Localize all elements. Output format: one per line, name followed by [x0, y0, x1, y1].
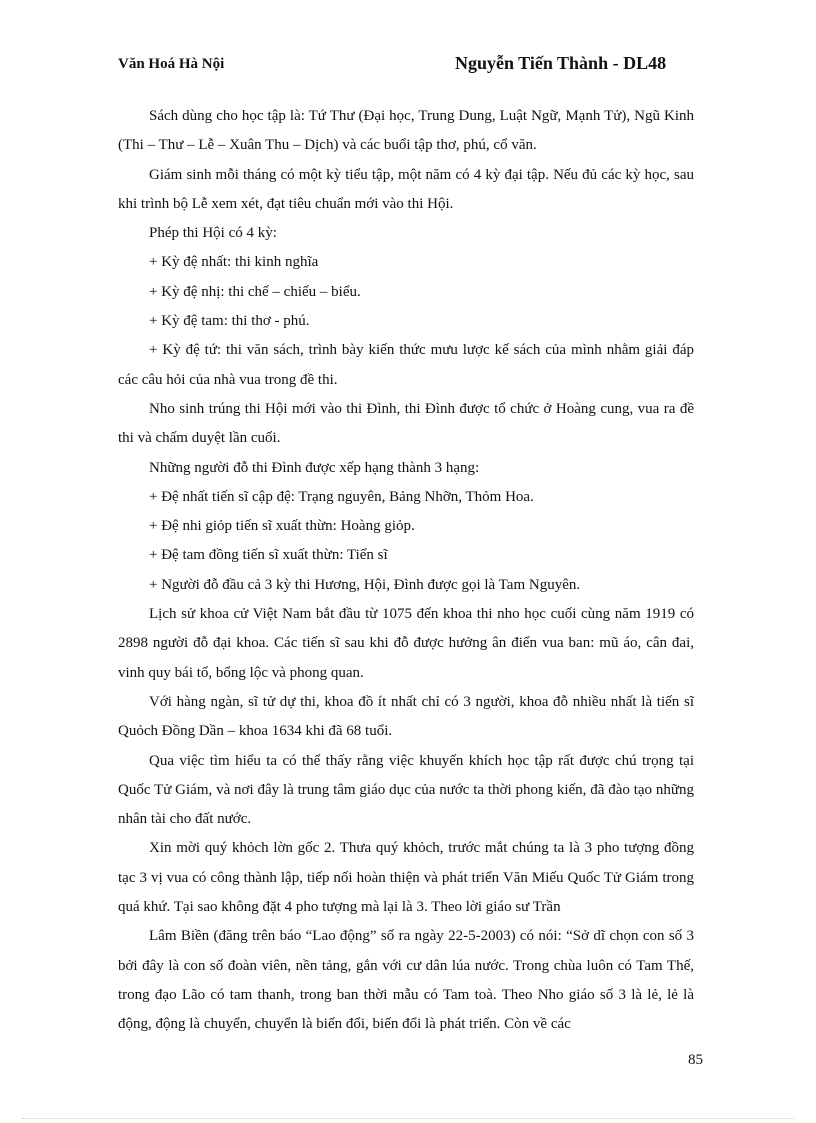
document-body: [118, 102, 694, 1040]
page-bottom-divider: [22, 1118, 794, 1119]
list-item-second-session: + Kỳ đệ nhị: thi chế – chiếu – biểu.: [149, 283, 361, 300]
header-left-title: Văn Hoá Hà Nội: [118, 56, 225, 72]
paragraph-candidates: Với hàng ngàn, sĩ tử dự thi, khoa đồ ít nhất chỉ có 3 người, khoa đỗ nhiều nhất là tiến sĩ Quỏch Đồng Dần – khoa 1634 khi đã 68 tuổi.: [118, 693, 694, 740]
paragraph-conclusion: Qua việc tìm hiểu ta có thể thấy rằng việc khuyến khích học tập rất được chú trọng tại Quốc Tử Giám, và nơi đây là trung tâm giáo dục của nước ta thời phong kiến, đã đào tạo những nhân tài cho đất nước.: [118, 752, 694, 828]
page-number: 85: [688, 1052, 703, 1068]
paragraph-number-three: Lâm Biền (đăng trên báo “Lao động” số ra ngày 22-5-2003) có nói: “Sở dĩ chọn con số 3 bởi đây là con số đoàn viên, nền tảng, gắn với cư dân lúa nước. Trong chùa luôn có Tam Thế, trong đạo Lão có tam thanh, trong ban thời mẫu có Tam toà. Theo Nho giáo số 3 là lẻ, lẻ là động, động là chuyển, chuyển là biến đổi, biến đổi là phát triển. Còn về các: [118, 928, 694, 1033]
list-item-first-session: + Kỳ đệ nhất: thi kinh nghĩa: [149, 254, 319, 271]
header-author: Nguyễn Tiến Thành - DL48: [455, 53, 667, 73]
list-item-fourth-session: + Kỳ đệ tứ: thi văn sách, trình bày kiến thức mưu lược kế sách của mình nhằm giải đáp các câu hỏi của nhà vua trong đề thi.: [118, 342, 694, 388]
list-item-third-session: + Kỳ đệ tam: thi thơ - phú.: [149, 313, 310, 330]
paragraph-exam-history: Lịch sử khoa cử Việt Nam bắt đầu từ 1075 đến khoa thi nho học cuối cùng năm 1919 có 2898 người đỗ đại khoa. Các tiến sĩ sau khi đỗ được hưởng ân điển vua ban: mũ áo, cân đai, vinh quy bái tổ, bổng lộc và phong quan.: [118, 606, 694, 681]
list-item-tam-nguyen: + Người đỗ đầu cả 3 kỳ thi Hương, Hội, Đình được gọi là Tam Nguyên.: [149, 576, 581, 593]
list-item-first-rank: + Đệ nhất tiến sĩ cập đệ: Trạng nguyên, Bảng Nhỡn, Thỏm Hoa.: [149, 488, 534, 505]
paragraph-study-books: Sách dùng cho học tập là: Tứ Thư (Đại học, Trung Dung, Luật Ngữ, Mạnh Tử), Ngũ Kinh (Thi – Thư – Lễ – Xuân Thu – Dịch) và các buổi tập thơ, phú, cổ văn.: [118, 108, 694, 154]
paragraph-monthly-exams: Giám sinh mỗi tháng có một kỳ tiểu tập, một năm có 4 kỳ đại tập. Nếu đủ các kỳ học, sau khi trình bộ Lễ xem xét, đạt tiêu chuẩn mới vào thi Hội.: [118, 166, 694, 212]
list-item-second-rank: + Đệ nhi giỏp tiến sĩ xuất thừn: Hoàng giỏp.: [149, 518, 415, 535]
list-item-third-rank: + Đệ tam đồng tiến sĩ xuất thừn: Tiến sĩ: [149, 547, 388, 564]
paragraph-dinh-exam: Nho sinh trúng thi Hội mới vào thi Đình, thi Đình được tổ chức ở Hoàng cung, vua ra đề thi và chấm duyệt lần cuối.: [118, 400, 694, 447]
paragraph-statues: Xin mời quý khỏch lờn gốc 2. Thưa quý khỏch, trước mắt chúng ta là 3 pho tượng đồng tạc 3 vị vua có công thành lập, tiếp nối hoàn thiện và phát triển Văn Miếu Quốc Tử Giám trong quá khứ. Tại sao không đặt 4 pho tượng mà lại là 3. Theo lời giáo sư Trần: [118, 840, 694, 916]
paragraph-ranking-intro: Những người đỗ thi Đình được xếp hạng thành 3 hạng:: [149, 459, 480, 476]
paragraph-hoi-exam-intro: Phép thi Hội có 4 kỳ:: [149, 225, 277, 242]
